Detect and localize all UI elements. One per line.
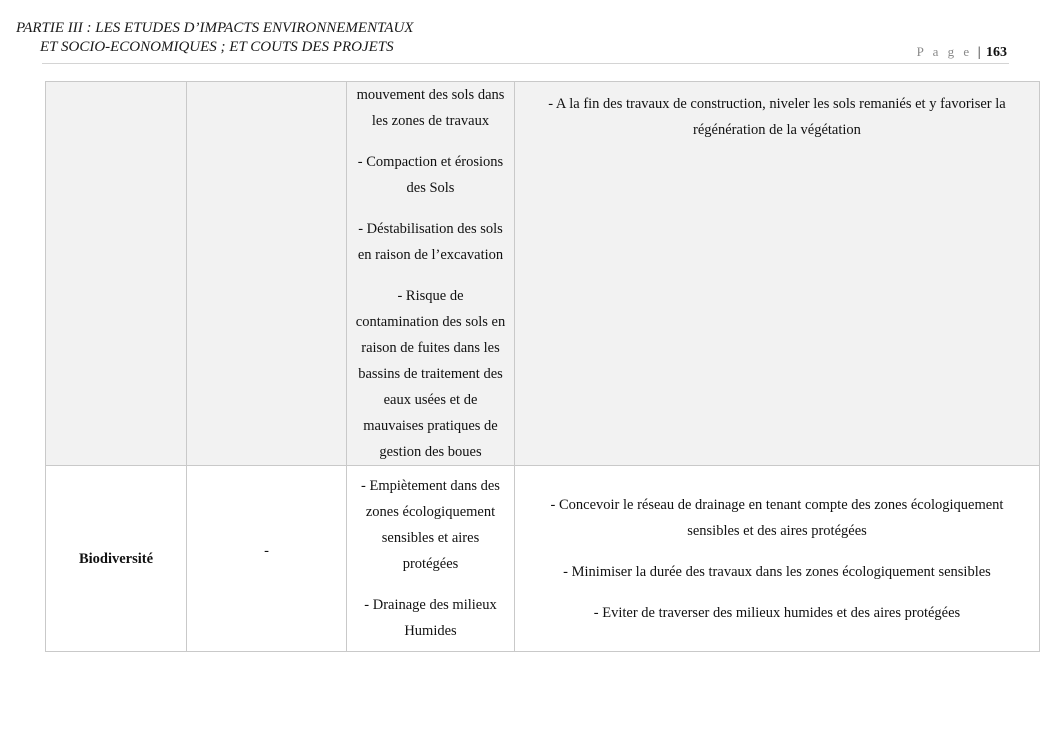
component-label: Biodiversité xyxy=(78,550,154,567)
impact-line: zones écologiquement xyxy=(365,504,496,520)
impact-line: eaux usées et de xyxy=(383,392,478,408)
impact-item xyxy=(353,216,508,268)
impact-item xyxy=(353,473,508,577)
impact-line: - Empiètement dans des xyxy=(361,478,500,494)
impact-item xyxy=(353,82,508,134)
impact-line: protégées xyxy=(402,556,459,572)
impact-line: Humides xyxy=(404,623,457,639)
impact-line: - Compaction et érosions xyxy=(357,154,504,170)
impact-line: - Drainage des milieux xyxy=(364,597,497,613)
measures-cell xyxy=(515,82,1040,466)
table-row xyxy=(46,466,1040,652)
impact-item xyxy=(353,283,508,465)
impact-line: des Sols xyxy=(406,180,455,196)
impact-line: contamination des sols en xyxy=(355,314,506,330)
component-cell xyxy=(46,82,187,466)
component-cell xyxy=(46,466,187,652)
header-title-line-2: ET SOCIO-ECONOMIQUES ; ET COUTS DES PROJETS xyxy=(40,39,394,55)
impact-line: sensibles et aires xyxy=(381,530,480,546)
header-divider xyxy=(42,63,1009,64)
table-row xyxy=(46,82,1040,466)
impact-item xyxy=(353,592,508,644)
impact-line: - Déstabilisation des sols xyxy=(358,221,503,237)
measure-item: - Eviter de traverser des milieux humides et des aires protégées xyxy=(593,604,961,621)
secondary-value: - xyxy=(264,542,269,559)
impact-line: mouvement des sols dans xyxy=(356,87,505,103)
impacts-cell xyxy=(347,82,515,466)
impact-line: - Risque de xyxy=(397,288,464,304)
header-title-line-1: PARTIE III : LES ETUDES D’IMPACTS ENVIRONNEMENTAUX xyxy=(16,20,414,36)
page-number-label xyxy=(917,44,1007,61)
page-number: 163 xyxy=(986,45,1007,60)
impact-line: gestion des boues xyxy=(379,444,482,460)
document-header-title xyxy=(16,19,413,57)
impact-line: raison de fuites dans les xyxy=(361,340,500,356)
measure-item: - Concevoir le réseau de drainage en tenant compte des zones écologiquement sensibles et des aires protégées xyxy=(550,496,1004,539)
measure-item: - Minimiser la durée des travaux dans les zones écologiquement sensibles xyxy=(563,563,991,580)
impact-line: les zones de travaux xyxy=(371,113,490,129)
impact-item xyxy=(353,149,508,201)
impacts-cell xyxy=(347,466,515,652)
impact-line: mauvaises pratiques de xyxy=(363,418,498,434)
secondary-cell xyxy=(187,466,347,652)
impact-line: bassins de traitement des xyxy=(358,366,503,382)
secondary-cell xyxy=(187,82,347,466)
impacts-table xyxy=(45,81,1040,652)
impact-line: en raison de l’excavation xyxy=(357,247,504,263)
measure-item: - A la fin des travaux de construction, niveler les sols remaniés et y favoriser la régénération de la végétation xyxy=(548,96,1006,138)
page-separator: | xyxy=(977,45,981,60)
page-word: P a g e xyxy=(916,44,973,59)
measures-cell xyxy=(515,466,1040,652)
